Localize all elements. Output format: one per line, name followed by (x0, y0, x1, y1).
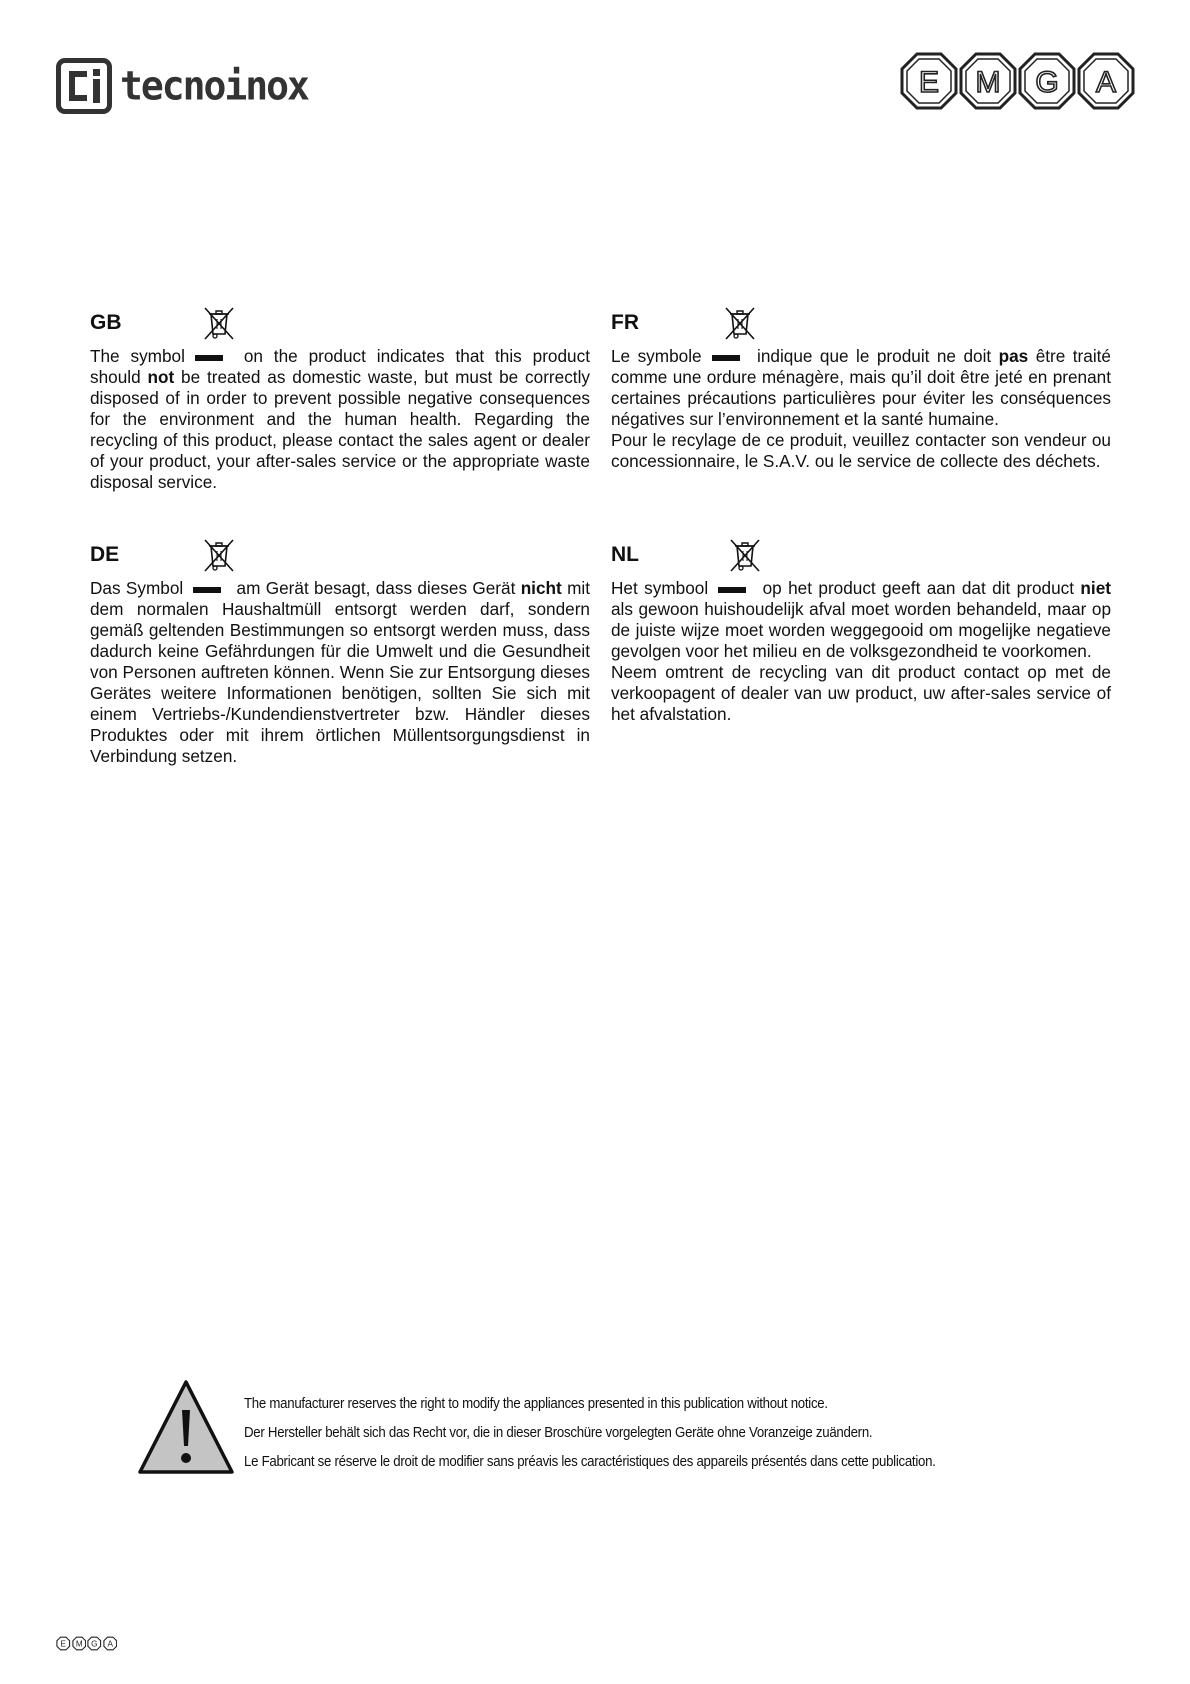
weee-bar-icon (712, 355, 740, 361)
ti-logo-icon (56, 58, 112, 114)
manufacturer-notice (136, 1378, 1076, 1478)
svg-text:E: E (918, 66, 940, 99)
lang-label-fr: FR (611, 311, 639, 334)
fr-body: être traité comme une ordure ménagère, mais qu’il doit être jeté en prenant certaines précautions particulières pour éviter les conséquences négatives sur l’environnement et la santé humaine. (611, 346, 1111, 429)
de-post-symbol: am Gerät besagt, dass dieses Gerät (236, 578, 516, 598)
nl-post-symbol: op het product geeft aan dat dit product (762, 578, 1075, 598)
nl-pre-symbol: Het symbool (611, 578, 709, 598)
crossed-bin-icon (721, 304, 759, 342)
svg-text:M: M (975, 66, 1001, 99)
crossed-bin-icon (726, 536, 764, 574)
svg-text:A: A (1095, 66, 1117, 99)
emga-letter-g (1018, 52, 1076, 110)
mini-emga-g (87, 1636, 102, 1651)
notice-fr: Le Fabricant se réserve le droit de modifier sans préavis les caractéristiques des appareils présentés dans cette publication. (244, 1454, 936, 1470)
fr-bold-word: pas (998, 346, 1029, 366)
emga-letter-e (900, 52, 958, 110)
emga-logo (900, 52, 1137, 114)
gb-post-symbol: on the product indicates that this product should (90, 346, 590, 387)
de-pre-symbol: Das Symbol (90, 578, 184, 598)
svg-text:M: M (75, 1639, 83, 1649)
emga-letter-a (1077, 52, 1135, 110)
nl-paragraph-2: Neem omtrent de recycling van dit product contact op met de verkoopagent of dealer van uw product, uw after-sales service of het afvalstation. (611, 662, 1111, 724)
gb-pre-symbol: The symbol (90, 346, 185, 366)
crossed-bin-icon (200, 536, 238, 574)
section-de (90, 536, 590, 767)
svg-text:A: A (107, 1639, 113, 1649)
emga-letter-m (959, 52, 1017, 110)
weee-bar-icon (193, 587, 221, 593)
mini-emga-e (56, 1636, 71, 1651)
tecnoinox-logo (56, 58, 308, 114)
svg-text:E: E (60, 1639, 66, 1649)
de-body: mit dem normalen Haushaltmüll entsorgt werden darf, sondern gemäß geltenden Bestimmungen so entsorgt werden muss, dass dadurch keine Gefährdungen für die Umwelt und die Gesundheit von Personen auftreten können. Wenn Sie zur Entsorgung dieses Gerätes weitere Informationen benötigen, sollten Sie sich mit einem Vertriebs-/Kundendienstvertreter bzw. Händler dieses Produktes oder mit ihrem örtlichen Müllentsorgungsdienst in Verbindung setzen. (90, 578, 590, 766)
lang-label-de: DE (90, 543, 120, 566)
weee-bar-icon (195, 355, 223, 361)
mini-emga-a (103, 1636, 118, 1651)
lang-label-gb: GB (90, 311, 122, 334)
gb-bold-word: not (147, 367, 175, 387)
fr-post-symbol: indique que le produit ne doit (757, 346, 992, 366)
section-nl (611, 536, 1111, 725)
section-gb (90, 304, 590, 493)
gb-body: be treated as domestic waste, but must be correctly disposed of in order to prevent possible negative consequences for the environment and the human health. Regarding the recycling of this product, please contact the sales agent or dealer of your product, your after-sales service or the appropriate waste disposal service. (90, 367, 590, 492)
footer-emga-logo (56, 1636, 118, 1652)
svg-text:G: G (91, 1639, 98, 1649)
nl-body: als gewoon huishoudelijk afval moet worden behandeld, maar op de juiste wijze moet worden weggegooid om mogelijke negatieve gevolgen voor het milieu en de volksgezondheid te voorkomen. (611, 599, 1111, 661)
nl-bold-word: niet (1080, 578, 1111, 598)
svg-text:G: G (1035, 66, 1059, 99)
crossed-bin-icon (200, 304, 238, 342)
de-bold-word: nicht (520, 578, 562, 598)
mini-emga-m (72, 1636, 87, 1651)
warning-triangle-icon (136, 1378, 236, 1476)
fr-pre-symbol: Le symbole (611, 346, 702, 366)
lang-label-nl: NL (611, 543, 639, 566)
brand-name: tecnoinox (120, 62, 308, 110)
weee-bar-icon (718, 587, 746, 593)
notice-de: Der Hersteller behält sich das Recht vor, die in dieser Broschüre vorgelegten Geräte ohne Voranzeige zuändern. (244, 1425, 873, 1441)
fr-paragraph-2: Pour le recylage de ce produit, veuillez contacter son vendeur ou concessionnaire, le S.A.V. ou le service de collecte des déchets. (611, 430, 1111, 471)
section-fr (611, 304, 1111, 472)
notice-en: The manufacturer reserves the right to modify the appliances presented in this publication without notice. (244, 1396, 828, 1412)
